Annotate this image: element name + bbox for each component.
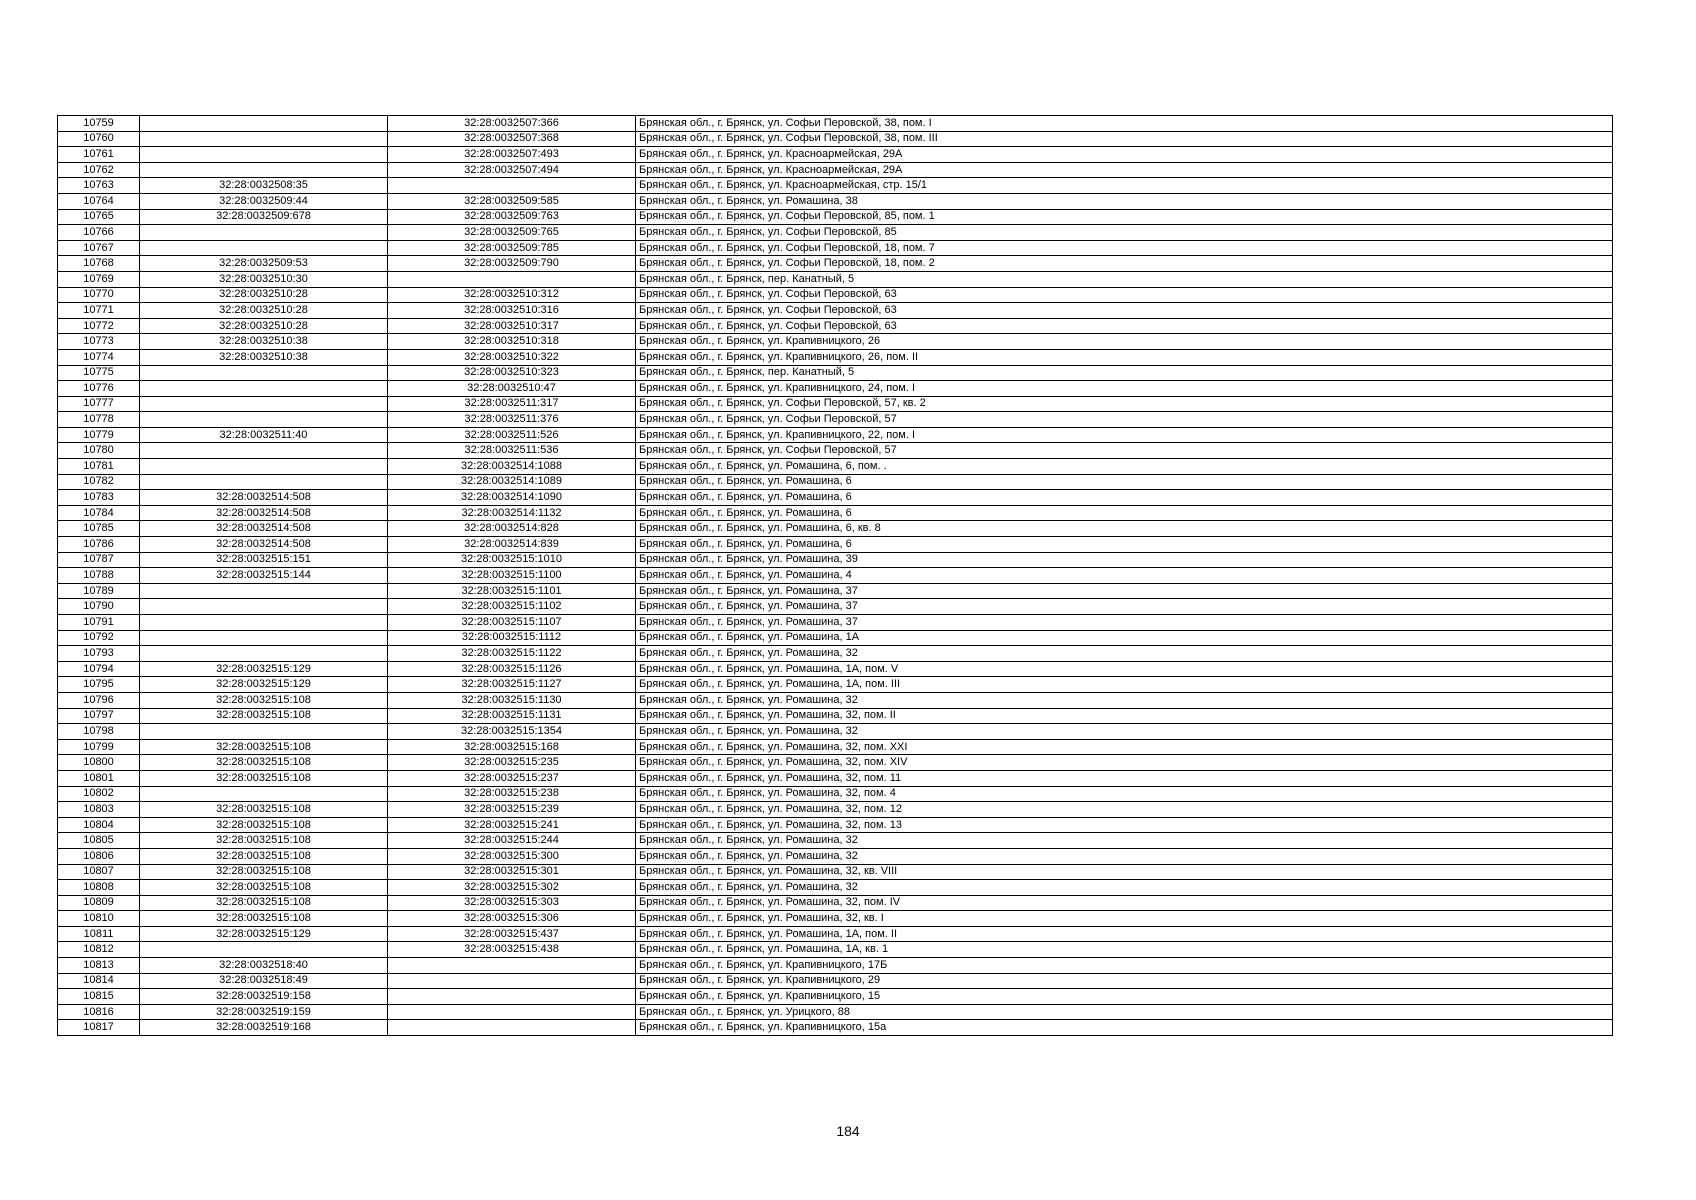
row-number-cell: 10766 xyxy=(58,225,140,241)
parcel-cadastral-number-cell: 32:28:0032515:129 xyxy=(140,661,388,677)
parcel-cadastral-number-cell: 32:28:0032515:129 xyxy=(140,677,388,693)
row-number-cell: 10791 xyxy=(58,615,140,631)
row-number-cell: 10773 xyxy=(58,334,140,350)
object-cadastral-number-cell: 32:28:0032515:1112 xyxy=(388,630,636,646)
parcel-cadastral-number-cell xyxy=(140,474,388,490)
parcel-cadastral-number-cell: 32:28:0032518:40 xyxy=(140,958,388,974)
object-cadastral-number-cell xyxy=(388,271,636,287)
row-number-cell: 10775 xyxy=(58,365,140,381)
address-cell: Брянская обл., г. Брянск, ул. Ромашина, 32 xyxy=(636,646,1613,662)
row-number-cell: 10767 xyxy=(58,240,140,256)
object-cadastral-number-cell: 32:28:0032507:368 xyxy=(388,131,636,147)
object-cadastral-number-cell: 32:28:0032509:785 xyxy=(388,240,636,256)
object-cadastral-number-cell: 32:28:0032510:318 xyxy=(388,334,636,350)
address-cell: Брянская обл., г. Брянск, ул. Ромашина, 39 xyxy=(636,552,1613,568)
table-row xyxy=(58,537,1613,553)
table-row xyxy=(58,692,1613,708)
address-cell: Брянская обл., г. Брянск, ул. Красноармейская, стр. 15/1 xyxy=(636,178,1613,194)
parcel-cadastral-number-cell xyxy=(140,240,388,256)
address-cell: Брянская обл., г. Брянск, ул. Ромашина, 37 xyxy=(636,615,1613,631)
address-cell: Брянская обл., г. Брянск, ул. Ромашина, 32 xyxy=(636,848,1613,864)
object-cadastral-number-cell: 32:28:0032510:47 xyxy=(388,381,636,397)
row-number-cell: 10771 xyxy=(58,303,140,319)
parcel-cadastral-number-cell xyxy=(140,459,388,475)
table-row xyxy=(58,443,1613,459)
table-row xyxy=(58,412,1613,428)
row-number-cell: 10800 xyxy=(58,755,140,771)
table-row xyxy=(58,615,1613,631)
row-number-cell: 10811 xyxy=(58,926,140,942)
parcel-cadastral-number-cell: 32:28:0032515:108 xyxy=(140,817,388,833)
table-row xyxy=(58,318,1613,334)
address-cell: Брянская обл., г. Брянск, ул. Ромашина, 32, пом. 12 xyxy=(636,802,1613,818)
row-number-cell: 10810 xyxy=(58,911,140,927)
object-cadastral-number-cell: 32:28:0032515:241 xyxy=(388,817,636,833)
address-cell: Брянская обл., г. Брянск, ул. Красноармейская, 29А xyxy=(636,147,1613,163)
address-cell: Брянская обл., г. Брянск, ул. Ромашина, 1А, пом. III xyxy=(636,677,1613,693)
parcel-cadastral-number-cell: 32:28:0032510:28 xyxy=(140,318,388,334)
object-cadastral-number-cell xyxy=(388,989,636,1005)
object-cadastral-number-cell: 32:28:0032509:790 xyxy=(388,256,636,272)
row-number-cell: 10808 xyxy=(58,880,140,896)
table-row xyxy=(58,911,1613,927)
row-number-cell: 10814 xyxy=(58,973,140,989)
address-cell: Брянская обл., г. Брянск, ул. Ромашина, 6 xyxy=(636,537,1613,553)
row-number-cell: 10802 xyxy=(58,786,140,802)
address-cell: Брянская обл., г. Брянск, ул. Крапивницкого, 29 xyxy=(636,973,1613,989)
parcel-cadastral-number-cell: 32:28:0032515:144 xyxy=(140,568,388,584)
parcel-cadastral-number-cell: 32:28:0032515:108 xyxy=(140,692,388,708)
object-cadastral-number-cell xyxy=(388,178,636,194)
table-row xyxy=(58,349,1613,365)
object-cadastral-number-cell: 32:28:0032515:303 xyxy=(388,895,636,911)
parcel-cadastral-number-cell: 32:28:0032510:28 xyxy=(140,303,388,319)
row-number-cell: 10768 xyxy=(58,256,140,272)
address-cell: Брянская обл., г. Брянск, ул. Ромашина, 32 xyxy=(636,724,1613,740)
object-cadastral-number-cell: 32:28:0032515:300 xyxy=(388,848,636,864)
row-number-cell: 10809 xyxy=(58,895,140,911)
object-cadastral-number-cell: 32:28:0032509:763 xyxy=(388,209,636,225)
row-number-cell: 10799 xyxy=(58,739,140,755)
address-cell: Брянская обл., г. Брянск, ул. Красноармейская, 29А xyxy=(636,162,1613,178)
row-number-cell: 10794 xyxy=(58,661,140,677)
object-cadastral-number-cell: 32:28:0032515:1130 xyxy=(388,692,636,708)
address-cell: Брянская обл., г. Брянск, ул. Ромашина, 38 xyxy=(636,193,1613,209)
row-number-cell: 10765 xyxy=(58,209,140,225)
row-number-cell: 10803 xyxy=(58,802,140,818)
address-cell: Брянская обл., г. Брянск, ул. Ромашина, 1А, кв. 1 xyxy=(636,942,1613,958)
address-cell: Брянская обл., г. Брянск, ул. Ромашина, 32, пом. 11 xyxy=(636,770,1613,786)
address-cell: Брянская обл., г. Брянск, ул. Ромашина, 4 xyxy=(636,568,1613,584)
address-cell: Брянская обл., г. Брянск, ул. Софьи Перовской, 38, пом. III xyxy=(636,131,1613,147)
row-number-cell: 10789 xyxy=(58,583,140,599)
address-cell: Брянская обл., г. Брянск, ул. Ромашина, 32, пом. XXI xyxy=(636,739,1613,755)
parcel-cadastral-number-cell: 32:28:0032515:108 xyxy=(140,880,388,896)
row-number-cell: 10785 xyxy=(58,521,140,537)
parcel-cadastral-number-cell xyxy=(140,599,388,615)
object-cadastral-number-cell xyxy=(388,973,636,989)
row-number-cell: 10798 xyxy=(58,724,140,740)
object-cadastral-number-cell: 32:28:0032515:302 xyxy=(388,880,636,896)
address-cell: Брянская обл., г. Брянск, ул. Ромашина, 32, пом. 4 xyxy=(636,786,1613,802)
row-number-cell: 10788 xyxy=(58,568,140,584)
table-row xyxy=(58,661,1613,677)
row-number-cell: 10770 xyxy=(58,287,140,303)
address-cell: Брянская обл., г. Брянск, ул. Ромашина, 1А xyxy=(636,630,1613,646)
row-number-cell: 10812 xyxy=(58,942,140,958)
address-cell: Брянская обл., г. Брянск, ул. Ромашина, 6 xyxy=(636,490,1613,506)
address-cell: Брянская обл., г. Брянск, ул. Ромашина, 1А, пом. II xyxy=(636,926,1613,942)
object-cadastral-number-cell: 32:28:0032510:312 xyxy=(388,287,636,303)
parcel-cadastral-number-cell: 32:28:0032515:108 xyxy=(140,911,388,927)
row-number-cell: 10816 xyxy=(58,1004,140,1020)
address-cell: Брянская обл., г. Брянск, ул. Софьи Перовской, 57, кв. 2 xyxy=(636,396,1613,412)
parcel-cadastral-number-cell: 32:28:0032515:108 xyxy=(140,833,388,849)
object-cadastral-number-cell: 32:28:0032515:235 xyxy=(388,755,636,771)
address-cell: Брянская обл., г. Брянск, ул. Софьи Перовской, 85 xyxy=(636,225,1613,241)
address-cell: Брянская обл., г. Брянск, ул. Ромашина, 6, пом. . xyxy=(636,459,1613,475)
row-number-cell: 10817 xyxy=(58,1020,140,1036)
object-cadastral-number-cell: 32:28:0032515:1126 xyxy=(388,661,636,677)
object-cadastral-number-cell: 32:28:0032507:493 xyxy=(388,147,636,163)
row-number-cell: 10790 xyxy=(58,599,140,615)
parcel-cadastral-number-cell: 32:28:0032514:508 xyxy=(140,490,388,506)
parcel-cadastral-number-cell: 32:28:0032510:28 xyxy=(140,287,388,303)
row-number-cell: 10804 xyxy=(58,817,140,833)
parcel-cadastral-number-cell xyxy=(140,396,388,412)
table-row xyxy=(58,599,1613,615)
object-cadastral-number-cell: 32:28:0032515:1107 xyxy=(388,615,636,631)
object-cadastral-number-cell: 32:28:0032514:1088 xyxy=(388,459,636,475)
table-row xyxy=(58,724,1613,740)
table-row xyxy=(58,365,1613,381)
row-number-cell: 10778 xyxy=(58,412,140,428)
row-number-cell: 10795 xyxy=(58,677,140,693)
object-cadastral-number-cell: 32:28:0032515:244 xyxy=(388,833,636,849)
property-register-table xyxy=(57,115,1613,1036)
row-number-cell: 10784 xyxy=(58,505,140,521)
table-row xyxy=(58,116,1613,132)
row-number-cell: 10780 xyxy=(58,443,140,459)
address-cell: Брянская обл., г. Брянск, ул. Ромашина, 32 xyxy=(636,692,1613,708)
table-row xyxy=(58,459,1613,475)
table-row xyxy=(58,786,1613,802)
object-cadastral-number-cell xyxy=(388,1004,636,1020)
address-cell: Брянская обл., г. Брянск, ул. Софьи Перовской, 57 xyxy=(636,412,1613,428)
table-row xyxy=(58,271,1613,287)
object-cadastral-number-cell: 32:28:0032515:238 xyxy=(388,786,636,802)
table-row xyxy=(58,303,1613,319)
table-row xyxy=(58,209,1613,225)
row-number-cell: 10779 xyxy=(58,427,140,443)
address-cell: Брянская обл., г. Брянск, ул. Ромашина, 32, пом. XIV xyxy=(636,755,1613,771)
parcel-cadastral-number-cell: 32:28:0032509:44 xyxy=(140,193,388,209)
parcel-cadastral-number-cell xyxy=(140,365,388,381)
parcel-cadastral-number-cell: 32:28:0032519:168 xyxy=(140,1020,388,1036)
table-row xyxy=(58,864,1613,880)
object-cadastral-number-cell: 32:28:0032515:1102 xyxy=(388,599,636,615)
parcel-cadastral-number-cell: 32:28:0032514:508 xyxy=(140,521,388,537)
row-number-cell: 10815 xyxy=(58,989,140,1005)
table-row xyxy=(58,833,1613,849)
address-cell: Брянская обл., г. Брянск, ул. Крапивницкого, 26, пом. II xyxy=(636,349,1613,365)
row-number-cell: 10762 xyxy=(58,162,140,178)
table-row xyxy=(58,630,1613,646)
parcel-cadastral-number-cell xyxy=(140,786,388,802)
table-row xyxy=(58,926,1613,942)
table-row xyxy=(58,677,1613,693)
address-cell: Брянская обл., г. Брянск, ул. Крапивницкого, 22, пом. I xyxy=(636,427,1613,443)
row-number-cell: 10769 xyxy=(58,271,140,287)
row-number-cell: 10759 xyxy=(58,116,140,132)
row-number-cell: 10806 xyxy=(58,848,140,864)
address-cell: Брянская обл., г. Брянск, ул. Ромашина, 37 xyxy=(636,583,1613,599)
address-cell: Брянская обл., г. Брянск, ул. Крапивницкого, 17Б xyxy=(636,958,1613,974)
table-row xyxy=(58,521,1613,537)
table-row xyxy=(58,178,1613,194)
address-cell: Брянская обл., г. Брянск, ул. Софьи Перовской, 57 xyxy=(636,443,1613,459)
object-cadastral-number-cell: 32:28:0032510:322 xyxy=(388,349,636,365)
table-row xyxy=(58,848,1613,864)
row-number-cell: 10764 xyxy=(58,193,140,209)
table-row xyxy=(58,755,1613,771)
parcel-cadastral-number-cell xyxy=(140,443,388,459)
row-number-cell: 10807 xyxy=(58,864,140,880)
object-cadastral-number-cell: 32:28:0032514:1132 xyxy=(388,505,636,521)
parcel-cadastral-number-cell: 32:28:0032514:508 xyxy=(140,537,388,553)
address-cell: Брянская обл., г. Брянск, ул. Ромашина, 32, пом. II xyxy=(636,708,1613,724)
address-cell: Брянская обл., г. Брянск, ул. Софьи Перовской, 63 xyxy=(636,287,1613,303)
address-cell: Брянская обл., г. Брянск, ул. Крапивницкого, 15а xyxy=(636,1020,1613,1036)
parcel-cadastral-number-cell: 32:28:0032515:108 xyxy=(140,864,388,880)
table-row xyxy=(58,131,1613,147)
table-row xyxy=(58,880,1613,896)
parcel-cadastral-number-cell xyxy=(140,162,388,178)
table-row xyxy=(58,162,1613,178)
object-cadastral-number-cell: 32:28:0032511:317 xyxy=(388,396,636,412)
row-number-cell: 10797 xyxy=(58,708,140,724)
parcel-cadastral-number-cell xyxy=(140,225,388,241)
object-cadastral-number-cell: 32:28:0032515:168 xyxy=(388,739,636,755)
parcel-cadastral-number-cell: 32:28:0032515:108 xyxy=(140,770,388,786)
row-number-cell: 10805 xyxy=(58,833,140,849)
object-cadastral-number-cell: 32:28:0032515:1131 xyxy=(388,708,636,724)
parcel-cadastral-number-cell: 32:28:0032515:108 xyxy=(140,739,388,755)
table-row xyxy=(58,225,1613,241)
object-cadastral-number-cell: 32:28:0032515:437 xyxy=(388,926,636,942)
parcel-cadastral-number-cell: 32:28:0032510:38 xyxy=(140,334,388,350)
parcel-cadastral-number-cell: 32:28:0032509:53 xyxy=(140,256,388,272)
address-cell: Брянская обл., г. Брянск, ул. Ромашина, 1А, пом. V xyxy=(636,661,1613,677)
object-cadastral-number-cell: 32:28:0032514:828 xyxy=(388,521,636,537)
address-cell: Брянская обл., г. Брянск, ул. Ромашина, 32, пом. 13 xyxy=(636,817,1613,833)
row-number-cell: 10796 xyxy=(58,692,140,708)
row-number-cell: 10781 xyxy=(58,459,140,475)
parcel-cadastral-number-cell: 32:28:0032518:49 xyxy=(140,973,388,989)
parcel-cadastral-number-cell: 32:28:0032509:678 xyxy=(140,209,388,225)
table-row xyxy=(58,817,1613,833)
row-number-cell: 10813 xyxy=(58,958,140,974)
parcel-cadastral-number-cell: 32:28:0032514:508 xyxy=(140,505,388,521)
address-cell: Брянская обл., г. Брянск, ул. Ромашина, 6 xyxy=(636,505,1613,521)
parcel-cadastral-number-cell xyxy=(140,615,388,631)
parcel-cadastral-number-cell: 32:28:0032510:38 xyxy=(140,349,388,365)
object-cadastral-number-cell: 32:28:0032510:323 xyxy=(388,365,636,381)
table-row xyxy=(58,802,1613,818)
table-row xyxy=(58,739,1613,755)
table-row xyxy=(58,287,1613,303)
parcel-cadastral-number-cell: 32:28:0032515:108 xyxy=(140,802,388,818)
table-row xyxy=(58,1020,1613,1036)
table-row xyxy=(58,552,1613,568)
table-row xyxy=(58,334,1613,350)
parcel-cadastral-number-cell: 32:28:0032515:129 xyxy=(140,926,388,942)
parcel-cadastral-number-cell xyxy=(140,724,388,740)
object-cadastral-number-cell: 32:28:0032515:1010 xyxy=(388,552,636,568)
parcel-cadastral-number-cell: 32:28:0032510:30 xyxy=(140,271,388,287)
parcel-cadastral-number-cell xyxy=(140,412,388,428)
table-row xyxy=(58,474,1613,490)
address-cell: Брянская обл., г. Брянск, ул. Ромашина, 6 xyxy=(636,474,1613,490)
parcel-cadastral-number-cell xyxy=(140,147,388,163)
row-number-cell: 10772 xyxy=(58,318,140,334)
table-row xyxy=(58,646,1613,662)
table-row xyxy=(58,396,1613,412)
address-cell: Брянская обл., г. Брянск, ул. Софьи Перовской, 18, пом. 7 xyxy=(636,240,1613,256)
address-cell: Брянская обл., г. Брянск, ул. Софьи Перовской, 63 xyxy=(636,303,1613,319)
address-cell: Брянская обл., г. Брянск, ул. Ромашина, 32 xyxy=(636,880,1613,896)
address-cell: Брянская обл., г. Брянск, пер. Канатный, 5 xyxy=(636,271,1613,287)
address-cell: Брянская обл., г. Брянск, ул. Крапивницкого, 15 xyxy=(636,989,1613,1005)
address-cell: Брянская обл., г. Брянск, ул. Урицкого, 88 xyxy=(636,1004,1613,1020)
table-row xyxy=(58,942,1613,958)
object-cadastral-number-cell: 32:28:0032515:1127 xyxy=(388,677,636,693)
table-row xyxy=(58,1004,1613,1020)
table-row xyxy=(58,505,1613,521)
page-number: 184 xyxy=(836,1123,860,1139)
object-cadastral-number-cell: 32:28:0032515:237 xyxy=(388,770,636,786)
table-row xyxy=(58,583,1613,599)
parcel-cadastral-number-cell: 32:28:0032519:158 xyxy=(140,989,388,1005)
row-number-cell: 10783 xyxy=(58,490,140,506)
table-row xyxy=(58,958,1613,974)
parcel-cadastral-number-cell xyxy=(140,942,388,958)
object-cadastral-number-cell: 32:28:0032507:366 xyxy=(388,116,636,132)
table-row xyxy=(58,193,1613,209)
parcel-cadastral-number-cell: 32:28:0032515:151 xyxy=(140,552,388,568)
object-cadastral-number-cell: 32:28:0032515:239 xyxy=(388,802,636,818)
object-cadastral-number-cell: 32:28:0032514:839 xyxy=(388,537,636,553)
object-cadastral-number-cell: 32:28:0032507:494 xyxy=(388,162,636,178)
address-cell: Брянская обл., г. Брянск, ул. Ромашина, 32, кв. VIII xyxy=(636,864,1613,880)
object-cadastral-number-cell: 32:28:0032515:1100 xyxy=(388,568,636,584)
object-cadastral-number-cell: 32:28:0032515:1101 xyxy=(388,583,636,599)
address-cell: Брянская обл., г. Брянск, ул. Крапивницкого, 24, пом. I xyxy=(636,381,1613,397)
parcel-cadastral-number-cell: 32:28:0032508:35 xyxy=(140,178,388,194)
parcel-cadastral-number-cell xyxy=(140,646,388,662)
object-cadastral-number-cell: 32:28:0032510:317 xyxy=(388,318,636,334)
table-row xyxy=(58,770,1613,786)
parcel-cadastral-number-cell: 32:28:0032515:108 xyxy=(140,755,388,771)
table-row xyxy=(58,490,1613,506)
address-cell: Брянская обл., г. Брянск, ул. Ромашина, 32, кв. I xyxy=(636,911,1613,927)
object-cadastral-number-cell: 32:28:0032509:585 xyxy=(388,193,636,209)
parcel-cadastral-number-cell xyxy=(140,630,388,646)
table-row xyxy=(58,427,1613,443)
address-cell: Брянская обл., г. Брянск, ул. Софьи Перовской, 85, пом. 1 xyxy=(636,209,1613,225)
parcel-cadastral-number-cell xyxy=(140,583,388,599)
object-cadastral-number-cell: 32:28:0032515:1122 xyxy=(388,646,636,662)
object-cadastral-number-cell: 32:28:0032515:1354 xyxy=(388,724,636,740)
parcel-cadastral-number-cell: 32:28:0032511:40 xyxy=(140,427,388,443)
row-number-cell: 10761 xyxy=(58,147,140,163)
address-cell: Брянская обл., г. Брянск, ул. Крапивницкого, 26 xyxy=(636,334,1613,350)
address-cell: Брянская обл., г. Брянск, ул. Софьи Перовской, 18, пом. 2 xyxy=(636,256,1613,272)
table-row xyxy=(58,256,1613,272)
object-cadastral-number-cell: 32:28:0032510:316 xyxy=(388,303,636,319)
address-cell: Брянская обл., г. Брянск, ул. Ромашина, 6, кв. 8 xyxy=(636,521,1613,537)
object-cadastral-number-cell: 32:28:0032509:765 xyxy=(388,225,636,241)
parcel-cadastral-number-cell xyxy=(140,116,388,132)
row-number-cell: 10776 xyxy=(58,381,140,397)
parcel-cadastral-number-cell: 32:28:0032515:108 xyxy=(140,848,388,864)
object-cadastral-number-cell: 32:28:0032515:306 xyxy=(388,911,636,927)
row-number-cell: 10763 xyxy=(58,178,140,194)
table-row xyxy=(58,381,1613,397)
parcel-cadastral-number-cell: 32:28:0032515:108 xyxy=(140,895,388,911)
row-number-cell: 10801 xyxy=(58,770,140,786)
object-cadastral-number-cell: 32:28:0032515:438 xyxy=(388,942,636,958)
address-cell: Брянская обл., г. Брянск, ул. Ромашина, 32, пом. IV xyxy=(636,895,1613,911)
object-cadastral-number-cell: 32:28:0032515:301 xyxy=(388,864,636,880)
table-row xyxy=(58,240,1613,256)
parcel-cadastral-number-cell xyxy=(140,131,388,147)
row-number-cell: 10774 xyxy=(58,349,140,365)
address-cell: Брянская обл., г. Брянск, ул. Софьи Перовской, 63 xyxy=(636,318,1613,334)
row-number-cell: 10793 xyxy=(58,646,140,662)
table-row xyxy=(58,989,1613,1005)
address-cell: Брянская обл., г. Брянск, ул. Ромашина, 32 xyxy=(636,833,1613,849)
address-cell: Брянская обл., г. Брянск, пер. Канатный, 5 xyxy=(636,365,1613,381)
object-cadastral-number-cell xyxy=(388,958,636,974)
table-row xyxy=(58,147,1613,163)
row-number-cell: 10792 xyxy=(58,630,140,646)
address-cell: Брянская обл., г. Брянск, ул. Ромашина, 37 xyxy=(636,599,1613,615)
object-cadastral-number-cell: 32:28:0032511:536 xyxy=(388,443,636,459)
object-cadastral-number-cell: 32:28:0032514:1090 xyxy=(388,490,636,506)
address-cell: Брянская обл., г. Брянск, ул. Софьи Перовской, 38, пом. I xyxy=(636,116,1613,132)
object-cadastral-number-cell: 32:28:0032511:376 xyxy=(388,412,636,428)
object-cadastral-number-cell: 32:28:0032514:1089 xyxy=(388,474,636,490)
row-number-cell: 10782 xyxy=(58,474,140,490)
row-number-cell: 10777 xyxy=(58,396,140,412)
table-row xyxy=(58,973,1613,989)
row-number-cell: 10787 xyxy=(58,552,140,568)
table-row xyxy=(58,895,1613,911)
parcel-cadastral-number-cell: 32:28:0032519:159 xyxy=(140,1004,388,1020)
table-row xyxy=(58,568,1613,584)
table-row xyxy=(58,708,1613,724)
object-cadastral-number-cell xyxy=(388,1020,636,1036)
register-table-body xyxy=(58,116,1613,1036)
row-number-cell: 10760 xyxy=(58,131,140,147)
parcel-cadastral-number-cell: 32:28:0032515:108 xyxy=(140,708,388,724)
object-cadastral-number-cell: 32:28:0032511:526 xyxy=(388,427,636,443)
parcel-cadastral-number-cell xyxy=(140,381,388,397)
row-number-cell: 10786 xyxy=(58,537,140,553)
